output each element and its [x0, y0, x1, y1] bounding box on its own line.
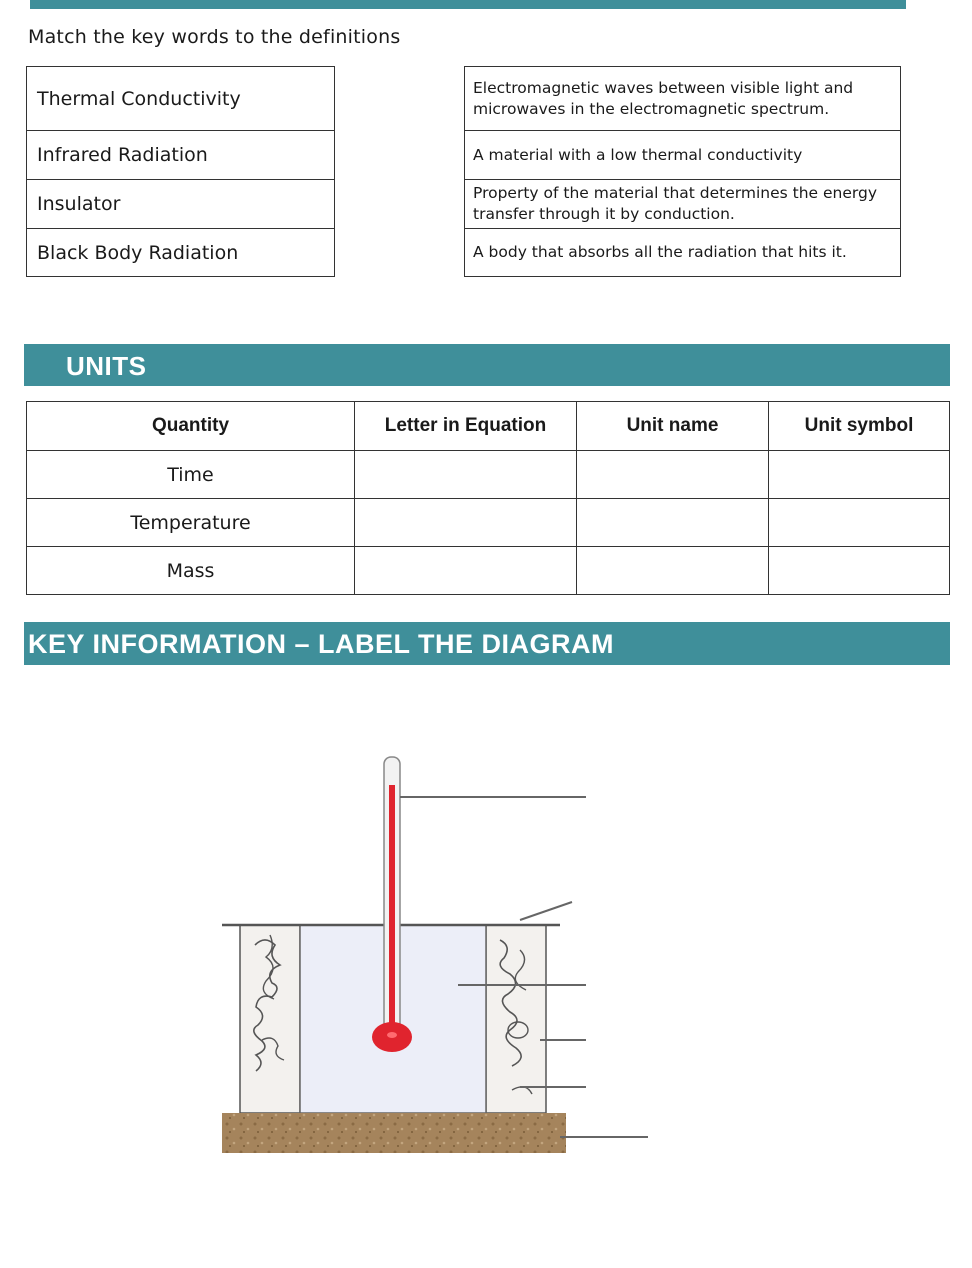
definition-cell[interactable]: A material with a low thermal conductivity — [465, 131, 901, 180]
unit-symbol-answer-cell[interactable] — [769, 451, 950, 499]
key-information-header — [24, 622, 950, 665]
insulation-experiment-diagram — [0, 740, 972, 1180]
table-row — [27, 499, 950, 547]
definition-cell[interactable]: A body that absorbs all the radiation that hits it. — [465, 229, 901, 277]
column-header: Unit symbol — [769, 402, 950, 451]
key-word-cell[interactable]: Infrared Radiation — [27, 131, 335, 180]
key-words-table — [26, 66, 335, 277]
definition-cell[interactable]: Property of the material that determines the energy transfer through it by conduction. — [465, 180, 901, 229]
key-word-cell[interactable]: Thermal Conductivity — [27, 67, 335, 131]
letter-answer-cell[interactable] — [355, 499, 577, 547]
letter-answer-cell[interactable] — [355, 547, 577, 595]
table-row — [27, 547, 950, 595]
column-header: Unit name — [577, 402, 769, 451]
unit-name-answer-cell[interactable] — [577, 499, 769, 547]
unit-symbol-answer-cell[interactable] — [769, 547, 950, 595]
quantity-cell: Mass — [27, 547, 355, 595]
key-word-cell[interactable]: Black Body Radiation — [27, 229, 335, 277]
unit-symbol-answer-cell[interactable] — [769, 499, 950, 547]
key-word-cell[interactable]: Insulator — [27, 180, 335, 229]
definition-cell[interactable]: Electromagnetic waves between visible light and microwaves in the electromagnetic spectrum. — [465, 67, 901, 131]
top-accent-bar — [30, 0, 906, 9]
units-table — [26, 401, 950, 595]
definitions-table — [464, 66, 901, 277]
key-information-heading: KEY INFORMATION – LABEL THE DIAGRAM — [28, 629, 615, 659]
base-board — [222, 1113, 566, 1153]
quantity-cell: Temperature — [27, 499, 355, 547]
letter-answer-cell[interactable] — [355, 451, 577, 499]
units-header-row — [27, 402, 950, 451]
unit-name-answer-cell[interactable] — [577, 451, 769, 499]
units-heading: UNITS — [66, 351, 147, 381]
quantity-cell: Time — [27, 451, 355, 499]
column-header: Quantity — [27, 402, 355, 451]
units-section-header — [24, 344, 950, 386]
matching-instructions: Match the key words to the definitions — [28, 26, 401, 48]
table-row — [27, 451, 950, 499]
unit-name-answer-cell[interactable] — [577, 547, 769, 595]
column-header: Letter in Equation — [355, 402, 577, 451]
